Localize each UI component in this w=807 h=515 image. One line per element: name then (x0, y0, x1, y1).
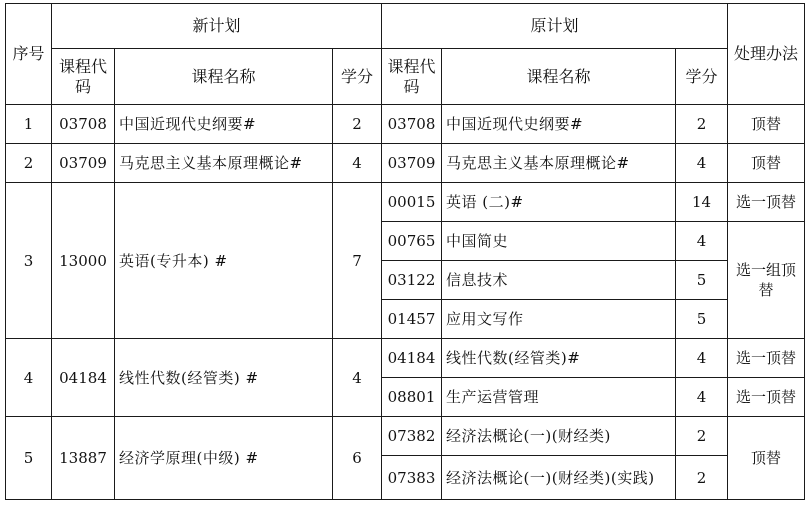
old-credit-cell: 2 (676, 105, 728, 144)
new-code-cell: 03709 (52, 144, 115, 183)
old-name-cell: 信息技术 (442, 261, 676, 300)
header-old-code: 课程代码 (382, 49, 442, 105)
old-code-cell: 03709 (382, 144, 442, 183)
header-old-credit: 学分 (676, 49, 728, 105)
new-name-cell: 线性代数(经管类) # (115, 339, 333, 417)
method-cell: 顶替 (728, 144, 805, 183)
seq-cell: 1 (6, 105, 52, 144)
old-code-cell: 07382 (382, 417, 442, 456)
old-credit-cell: 5 (676, 261, 728, 300)
seq-cell: 5 (6, 417, 52, 500)
new-credit-cell: 2 (333, 105, 382, 144)
header-old-plan: 原计划 (382, 4, 728, 49)
table-row (6, 183, 805, 222)
new-credit-cell: 4 (333, 144, 382, 183)
old-code-cell: 04184 (382, 339, 442, 378)
new-credit-cell: 4 (333, 339, 382, 417)
method-cell: 选一顶替 (728, 339, 805, 378)
new-name-cell: 马克思主义基本原理概论# (115, 144, 333, 183)
old-code-cell: 07383 (382, 456, 442, 500)
old-name-cell: 中国简史 (442, 222, 676, 261)
new-credit-cell: 6 (333, 417, 382, 500)
old-credit-cell: 2 (676, 456, 728, 500)
old-name-cell: 应用文写作 (442, 300, 676, 339)
method-cell: 顶替 (728, 417, 805, 500)
method-cell: 选一顶替 (728, 183, 805, 222)
old-credit-cell: 5 (676, 300, 728, 339)
old-credit-cell: 4 (676, 144, 728, 183)
new-name-cell: 中国近现代史纲要# (115, 105, 333, 144)
header-new-code: 课程代码 (52, 49, 115, 105)
header-old-name: 课程名称 (442, 49, 676, 105)
old-credit-cell: 4 (676, 222, 728, 261)
old-code-cell: 01457 (382, 300, 442, 339)
seq-cell: 2 (6, 144, 52, 183)
table-row (6, 339, 805, 378)
table-row (6, 417, 805, 456)
old-name-cell: 经济法概论(一)(财经类) (442, 417, 676, 456)
method-cell: 选一顶替 (728, 378, 805, 417)
new-code-cell: 04184 (52, 339, 115, 417)
new-code-cell: 03708 (52, 105, 115, 144)
old-code-cell: 00015 (382, 183, 442, 222)
new-name-cell: 英语(专升本) # (115, 183, 333, 339)
header-new-name: 课程名称 (115, 49, 333, 105)
old-name-cell: 中国近现代史纲要# (442, 105, 676, 144)
new-credit-cell: 7 (333, 183, 382, 339)
old-code-cell: 08801 (382, 378, 442, 417)
old-credit-cell: 14 (676, 183, 728, 222)
header-method: 处理办法 (728, 4, 805, 105)
seq-cell: 4 (6, 339, 52, 417)
old-name-cell: 经济法概论(一)(财经类)(实践) (442, 456, 676, 500)
course-replacement-table (5, 3, 805, 500)
header-new-credit: 学分 (333, 49, 382, 105)
old-code-cell: 03122 (382, 261, 442, 300)
table-row (6, 105, 805, 144)
old-credit-cell: 4 (676, 378, 728, 417)
header-new-plan: 新计划 (52, 4, 382, 49)
new-name-cell: 经济学原理(中级) # (115, 417, 333, 500)
seq-cell: 3 (6, 183, 52, 339)
new-code-cell: 13000 (52, 183, 115, 339)
old-name-cell: 线性代数(经管类)# (442, 339, 676, 378)
old-credit-cell: 2 (676, 417, 728, 456)
old-name-cell: 生产运营管理 (442, 378, 676, 417)
new-code-cell: 13887 (52, 417, 115, 500)
old-code-cell: 00765 (382, 222, 442, 261)
old-name-cell: 马克思主义基本原理概论# (442, 144, 676, 183)
method-cell: 选一组顶替 (728, 222, 805, 339)
header-seq: 序号 (6, 4, 52, 105)
table-row (6, 144, 805, 183)
old-code-cell: 03708 (382, 105, 442, 144)
old-name-cell: 英语 (二)# (442, 183, 676, 222)
method-cell: 顶替 (728, 105, 805, 144)
old-credit-cell: 4 (676, 339, 728, 378)
